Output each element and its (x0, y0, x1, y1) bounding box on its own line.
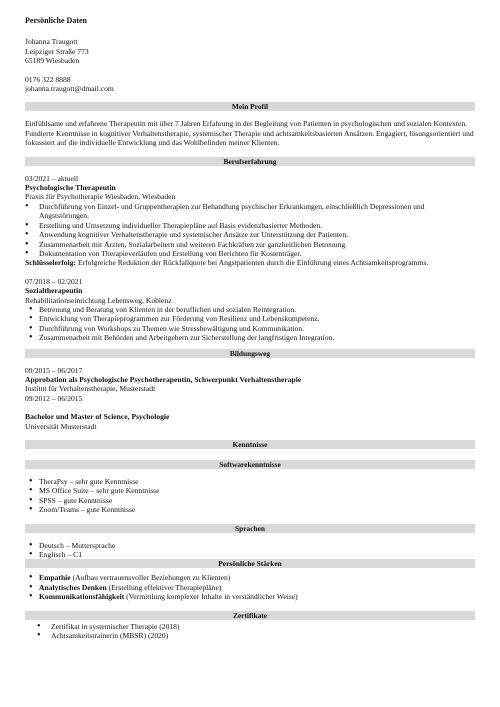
job-entry (25, 277, 475, 343)
job-duties-list (25, 305, 475, 343)
section-education-heading: Bildungsweg (25, 349, 475, 358)
list-item: • Deutsch – Muttersprache (25, 541, 475, 550)
list-item: • Entwicklung von Therapieprogrammen zur Förderung von Resilienz und Lebenskompetenz. (25, 314, 475, 323)
personal-heading: Persönliche Daten (25, 16, 87, 25)
job-period: 03/2021 – aktuell (25, 173, 79, 183)
list-item (25, 592, 475, 601)
list-item (25, 583, 475, 592)
list-item: • Achtsamkeitstrainerin (MBSR) (2020) (37, 631, 475, 640)
strength-text: (Erstellung effektiver Therapiepläne) (108, 582, 222, 592)
strengths-list (25, 573, 475, 601)
list-item: • Englisch – C1 (25, 550, 475, 559)
list-item: • Zoom/Teams – gute Kenntnisse (25, 505, 475, 514)
job-entry (25, 174, 475, 268)
education-school: Institut für Verhaltenstherapie, Musterstadt (25, 384, 156, 394)
key-success (25, 258, 475, 267)
software-list (25, 477, 475, 515)
strength-label: Empathie (39, 573, 71, 583)
section-skills-heading: Kenntnisse (25, 440, 475, 449)
education-school: Universität Musterstadt (25, 421, 97, 431)
strength-label: Analytisches Denken (39, 582, 107, 592)
list-item: • MS Office Suite – sehr gute Kenntnisse (25, 486, 475, 495)
list-item (25, 573, 475, 582)
section-software-heading: Softwarekenntnisse (25, 460, 475, 469)
list-item: • Durchführung von Einzel- und Gruppentherapien zur Behandlung psychischer Erkrankungen, einschließlich Depressionen und Angststörungen. (25, 202, 475, 221)
list-item: • Dokumentation von Therapieverläufen und Erstellung von Berichten für Kostenträger. (25, 249, 475, 258)
list-item: • SPSS – gute Kenntnisse (25, 496, 475, 505)
strength-text: (Aufbau vertrauensvoller Beziehungen zu Klienten) (72, 573, 231, 583)
section-experience-heading: Berufserfahrung (25, 157, 475, 166)
job-title: Sozialtherapeutin (25, 286, 83, 296)
section-strengths-heading: Persönliche Stärken (25, 559, 475, 568)
section-profile-heading: Mein Profil (25, 102, 475, 111)
person-name: Johanna Traugott (25, 37, 78, 47)
list-item: • Betreuung und Beratung von Klienten in der beruflichen und sozialen Reintegration. (25, 305, 475, 314)
list-item: • TheraPsy – sehr gute Kenntnisse (25, 477, 475, 486)
education-title: Approbation als Psychologische Psychotherapeutin, Schwerpunkt Verhaltenstherapie (25, 374, 302, 384)
job-employer: Praxis für Psychotherapie Wiesbaden, Wiesbaden (25, 192, 176, 202)
email-address: johanna.traugott@dmail.com (25, 84, 114, 94)
certificates-list (37, 622, 475, 641)
job-period: 07/2018 – 02/2021 (25, 276, 83, 286)
job-employer: Rehabilitationseinrichtung Lebensweg, Koblenz (25, 295, 172, 305)
job-duties-list (25, 202, 475, 258)
address-street: Leipziger Straße 773 (25, 46, 89, 56)
list-item: • Erstellung und Umsetzung individueller Therapiepläne auf Basis evidenzbasierter Methoden. (25, 221, 475, 230)
profile-text: Einfühlsame und erfahrene Therapeutin mit über 7 Jahren Erfahrung in der Begleitung von Patienten in psychologischen und sozialen Kontexten. Fundierte Kenntnisse in kognitiver Verhaltenstherapie, systemischer Therapie und achtsamkeitsbasierten Ansätzen. Engagiert, lösungsorientiert und fokussiert auf die individuelle Entwicklung und das Wohlbefinden meiner Klienten. (25, 119, 474, 148)
list-item: • Zusammenarbeit mit Ärzten, Sozialarbeitern und weiteren Fachkräften zur ganzheitlichen Betreuung. (25, 240, 475, 249)
job-title: Psychologische Therapeutin (25, 183, 116, 193)
languages-list (25, 541, 475, 560)
key-success-text: Erfolgreiche Reduktion der Rückfallquote bei Angstpatienten durch die Einführung eines Achtsamkeitsprogramms. (77, 258, 429, 268)
strength-label: Kommunikationsfähigkeit (39, 592, 125, 602)
strength-text: (Vermittlung komplexer Inhalte in verständlicher Weise) (126, 592, 298, 602)
phone-number: 0176 322 8888 (25, 74, 71, 84)
list-item: • Anwendung kognitiver Verhaltenstherapie und systemischer Ansätze zur Unterstützung der Patienten. (25, 230, 475, 239)
address-city: 65189 Wiesbaden (25, 56, 80, 66)
section-languages-heading: Sprachen (25, 524, 475, 533)
section-certificates-heading: Zertifikate (25, 611, 475, 620)
list-item: • Zusammenarbeit mit Behörden und Arbeitgebern zur Sicherstellung der langfristigen Integration. (25, 333, 475, 342)
education-period: 09/2015 – 06/2017 (25, 365, 83, 375)
list-item: • Durchführung von Workshops zu Themen wie Stressbewältigung und Kommunikation. (25, 324, 475, 333)
education-period: 09/2012 – 06/2015 (25, 393, 83, 403)
list-item: • Zertifikat in systemischer Therapie (2018) (37, 622, 475, 631)
education-title: Bachelor und Master of Science, Psychologie (25, 412, 170, 422)
key-success-label: Schlüsselerfolg: (25, 258, 77, 268)
